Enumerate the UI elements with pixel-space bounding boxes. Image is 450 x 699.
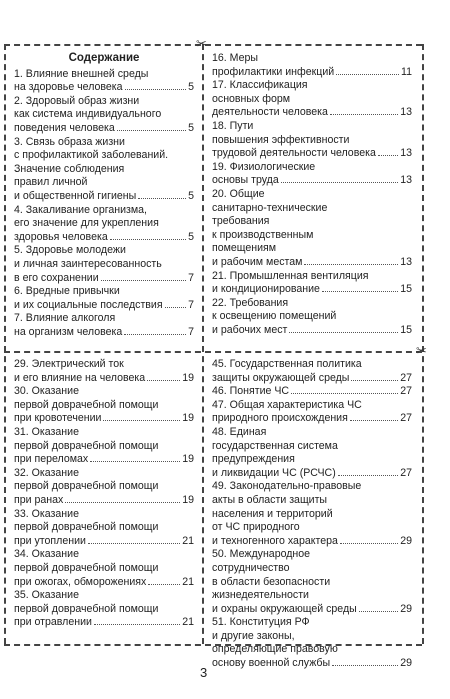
dot-leader (338, 475, 398, 476)
toc-entry-page: 5 (188, 230, 194, 243)
toc-entry-text: первой доврачебной помощи (14, 602, 159, 615)
dot-leader (94, 624, 180, 625)
toc-entry-text: защиты окружающей среды (212, 371, 350, 384)
toc-entry (212, 426, 412, 480)
toc-entry (212, 188, 412, 270)
toc-entry-last-line (212, 324, 412, 338)
toc-entry-text: его значение для укрепления (14, 217, 159, 230)
dot-leader (90, 461, 180, 462)
toc-entry-last-line (212, 467, 412, 481)
toc-entry-text: 7. Влияние алкоголя (14, 312, 116, 325)
toc-entry-text: 31. Оказание (14, 425, 79, 438)
toc-entry-page: 19 (182, 412, 194, 425)
toc-entry-last-line (212, 66, 412, 80)
dot-leader (110, 239, 186, 240)
toc-entry-text: основы труда (212, 174, 279, 187)
toc-entry-page: 13 (400, 255, 412, 268)
toc-entry-text: 6. Вредные привычки (14, 285, 120, 298)
toc-entry-page: 21 (182, 534, 194, 547)
scissors-icon: ✂ (416, 343, 427, 358)
toc-entry (212, 297, 412, 338)
toc-entry-page: 13 (400, 106, 412, 119)
toc-entry-text: жизнедеятельности (212, 589, 309, 602)
dot-leader (340, 543, 398, 544)
toc-entry-last-line (212, 535, 412, 549)
toc-entry-text: и другие законы, (212, 629, 295, 642)
toc-entry (14, 312, 194, 339)
toc-entry-text: при ожогах, обморожениях (14, 575, 147, 588)
toc-entry (212, 548, 412, 616)
toc-entry-page: 15 (400, 323, 412, 336)
toc-entry-last-line (212, 657, 412, 671)
cut-line-vertical (202, 44, 204, 644)
toc-entry (212, 270, 412, 297)
toc-entry-text: сотрудничество (212, 561, 290, 574)
toc-entry (14, 68, 194, 95)
toc-entry-text: требования (212, 215, 270, 228)
toc-entry (14, 244, 194, 285)
toc-entry-page: 13 (400, 174, 412, 187)
toc-entry-text: санитарно-технические (212, 201, 328, 214)
toc-entry-text: к производственным (212, 228, 314, 241)
toc-entry-last-line (14, 616, 194, 630)
toc-entry-text: в его сохранении (14, 271, 99, 284)
toc-entry-text: при кровотечении (14, 412, 102, 425)
dot-leader (65, 502, 180, 503)
toc-entry-text: на организм человека (14, 325, 123, 338)
dot-leader (101, 280, 186, 281)
cut-line-left (4, 44, 6, 644)
toc-entry-text: как система индивидуального (14, 108, 162, 121)
toc-entry-last-line (14, 412, 194, 426)
toc-entry (14, 508, 194, 549)
toc-entry-text: при ранах (14, 493, 64, 506)
toc-entry-last-line (212, 283, 412, 297)
toc-entry-text: в области безопасности (212, 575, 331, 588)
toc-entry-page: 7 (188, 271, 194, 284)
toc-entry (212, 385, 412, 399)
toc-entry-page: 19 (182, 371, 194, 384)
toc-entry-text: и общественной гигиены (14, 189, 137, 202)
toc-entry-last-line (14, 299, 194, 313)
toc-entry-text: населения и территорий (212, 507, 333, 520)
dot-leader (330, 114, 398, 115)
toc-entry-last-line (14, 326, 194, 340)
toc-entry-text: правил личной (14, 176, 88, 189)
toc-entry-text: повышения эффективности (212, 133, 350, 146)
toc-entry-text: 18. Пути (212, 119, 254, 132)
toc-entry-last-line (14, 576, 194, 590)
toc-column-bottom-right (212, 358, 412, 671)
toc-entry-last-line (14, 81, 194, 95)
toc-entry (14, 589, 194, 630)
toc-entry-text: и кондиционирование (212, 283, 320, 296)
toc-entry-text: первой доврачебной помощи (14, 561, 159, 574)
toc-entry-last-line (212, 412, 412, 426)
toc-entry-text: основных форм (212, 92, 291, 105)
toc-entry-text: здоровья человека (14, 230, 108, 243)
toc-entry (212, 480, 412, 548)
toc-entry-text: и их социальные последствия (14, 298, 163, 311)
dot-leader (103, 420, 180, 421)
dot-leader (359, 611, 398, 612)
toc-entry-last-line (212, 603, 412, 617)
toc-entry-page: 11 (401, 65, 412, 78)
toc-entry (14, 136, 194, 204)
toc-entry-text: первой доврачебной помощи (14, 521, 159, 534)
dot-leader (165, 307, 187, 308)
toc-entry-text: предупреждения (212, 453, 295, 466)
toc-entry (14, 548, 194, 589)
scissors-icon: ✂ (196, 36, 207, 51)
toc-entry-page: 7 (188, 325, 194, 338)
toc-entry-last-line (14, 272, 194, 286)
toc-entry-text: 45. Государственная политика (212, 358, 362, 370)
toc-entry-text: поведения человека (14, 121, 115, 134)
toc-entry-last-line (212, 372, 412, 386)
toc-entry-last-line (212, 106, 412, 120)
toc-entry-page: 27 (400, 385, 412, 398)
toc-entry-text: и личная заинтересованность (14, 257, 162, 270)
toc-entry-text: при утоплении (14, 534, 86, 547)
toc-entry-text: 4. Закаливание организма, (14, 203, 147, 216)
toc-entry-page: 13 (400, 147, 412, 160)
toc-entry-last-line (14, 122, 194, 136)
toc-entry-last-line (14, 494, 194, 508)
toc-entry-text: и техногенного характера (212, 534, 338, 547)
dot-leader (350, 420, 398, 421)
toc-column-top-right (212, 52, 412, 337)
toc-entry-text: Значение соблюдения (14, 162, 125, 175)
toc-entry-text: и рабочим местам (212, 255, 303, 268)
toc-entry-text: и его влияние на человека (14, 371, 146, 384)
toc-column-top-left (14, 52, 194, 339)
dot-leader (336, 74, 399, 75)
toc-entry-text: 50. Международное (212, 548, 311, 561)
dot-leader (378, 155, 398, 156)
toc-entry (14, 204, 194, 245)
toc-entry-text: первой доврачебной помощи (14, 398, 159, 411)
toc-entry-text: и ликвидации ЧС (РСЧС) (212, 466, 336, 479)
toc-entry-page: 21 (182, 616, 194, 629)
toc-entry (14, 385, 194, 426)
dot-leader (148, 584, 180, 585)
cut-line-horizontal (4, 351, 422, 353)
toc-entry-text: 51. Конституция РФ (212, 616, 310, 629)
toc-entry-page: 5 (188, 81, 194, 94)
toc-entry-last-line (212, 147, 412, 161)
toc-entry-text: 49. Законодательно-правовые (212, 480, 362, 493)
toc-entry-text: 46. Понятие ЧС (212, 385, 290, 398)
toc-entry-page: 7 (188, 298, 194, 311)
dot-leader (147, 380, 180, 381)
dot-leader (322, 291, 398, 292)
toc-entry-last-line (14, 535, 194, 549)
toc-entry-text: 35. Оказание (14, 589, 79, 602)
toc-entry-text: и рабочих мест (212, 323, 288, 336)
toc-entry-text: помещениям (212, 242, 277, 255)
toc-entry-last-line (14, 372, 194, 386)
toc-entry (212, 79, 412, 120)
dot-leader (291, 393, 398, 394)
toc-entry-text: профилактики инфекций (212, 65, 335, 78)
toc-entry (14, 467, 194, 508)
toc-entry-text: 3. Связь образа жизни (14, 135, 125, 148)
toc-entry-text: основу военной службы (212, 657, 331, 670)
dot-leader (351, 380, 398, 381)
toc-entry-text: первой доврачебной помощи (14, 439, 159, 452)
dot-leader (124, 334, 186, 335)
toc-entry (14, 358, 194, 385)
toc-entry-text: на здоровье человека (14, 81, 123, 94)
toc-entry-text: к освещению помещений (212, 310, 337, 323)
toc-title: Содержание (68, 52, 140, 64)
dot-leader (289, 332, 398, 333)
dot-leader (138, 198, 186, 199)
page-number: 3 (200, 665, 208, 680)
toc-column-bottom-left (14, 358, 194, 630)
toc-entry-page: 19 (182, 453, 194, 466)
toc-entry-text: 34. Оказание (14, 548, 79, 561)
toc-entry-text: 29. Электрический ток (14, 358, 124, 370)
dot-leader (332, 665, 398, 666)
dot-leader (117, 130, 186, 131)
toc-entry-text: 2. Здоровый образ жизни (14, 94, 140, 107)
toc-entry-text: 32. Оказание (14, 466, 79, 479)
toc-entry-page: 29 (400, 602, 412, 615)
toc-entry-last-line (14, 190, 194, 204)
toc-entry-text: 1. Влияние внешней среды (14, 67, 149, 80)
toc-entry-last-line (14, 453, 194, 467)
toc-entry-text: 47. Общая характеристика ЧС (212, 398, 362, 411)
toc-entry (212, 616, 412, 670)
cut-line-top (4, 44, 422, 46)
toc-entry-text: с профилактикой заболеваний. (14, 149, 169, 162)
toc-entry-text: определяющие правовую (212, 643, 338, 656)
toc-entry-text: 20. Общие (212, 187, 265, 200)
toc-entry-page: 27 (400, 371, 412, 384)
toc-entry-page: 19 (182, 493, 194, 506)
toc-entry-last-line (14, 231, 194, 245)
toc-entry-text: природного происхождения (212, 412, 348, 425)
toc-entry-text: и охраны окружающей среды (212, 602, 357, 615)
toc-entry-text: первой доврачебной помощи (14, 480, 159, 493)
toc-entry-text: 22. Требования (212, 296, 289, 309)
toc-entry (212, 358, 412, 385)
dot-leader (304, 264, 398, 265)
toc-entry-last-line (212, 385, 412, 399)
toc-entry-text: 21. Промышленная вентиляция (212, 269, 369, 282)
toc-entry-text: 17. Классификация (212, 79, 308, 92)
dot-leader (125, 89, 187, 90)
toc-entry-page: 29 (400, 534, 412, 547)
toc-entry-text: акты в области защиты (212, 493, 328, 506)
toc-entry-text: 5. Здоровье молодежи (14, 244, 126, 257)
dot-leader (281, 182, 398, 183)
toc-entry-page: 21 (182, 575, 194, 588)
toc-entry (212, 161, 412, 188)
toc-entry (14, 285, 194, 312)
toc-entry-text: 30. Оказание (14, 385, 79, 398)
toc-entry-text: 16. Меры (212, 52, 259, 64)
toc-entry (14, 426, 194, 467)
toc-entry (212, 120, 412, 161)
toc-entry-text: деятельности человека (212, 106, 328, 119)
toc-entry-page: 5 (188, 121, 194, 134)
toc-entry-page: 27 (400, 412, 412, 425)
toc-entry-page: 27 (400, 466, 412, 479)
toc-entry-last-line (212, 256, 412, 270)
toc-entry-page: 5 (188, 189, 194, 202)
toc-entry-page: 29 (400, 657, 412, 670)
toc-entry-text: государственная система (212, 439, 338, 452)
toc-entry-page: 15 (400, 283, 412, 296)
toc-entry-text: 33. Оказание (14, 507, 79, 520)
dot-leader (88, 543, 180, 544)
toc-entry (14, 95, 194, 136)
toc-entry (212, 52, 412, 79)
toc-entry-text: трудовой деятельности человека (212, 147, 376, 160)
toc-entry-text: при переломах (14, 453, 89, 466)
toc-entry-text: от ЧС природного (212, 521, 300, 534)
toc-entry-text: при отравлении (14, 616, 92, 629)
toc-entry-text: 19. Физиологические (212, 160, 316, 173)
toc-entry-last-line (212, 174, 412, 188)
toc-entry (212, 399, 412, 426)
toc-entry-text: 48. Единая (212, 425, 267, 438)
